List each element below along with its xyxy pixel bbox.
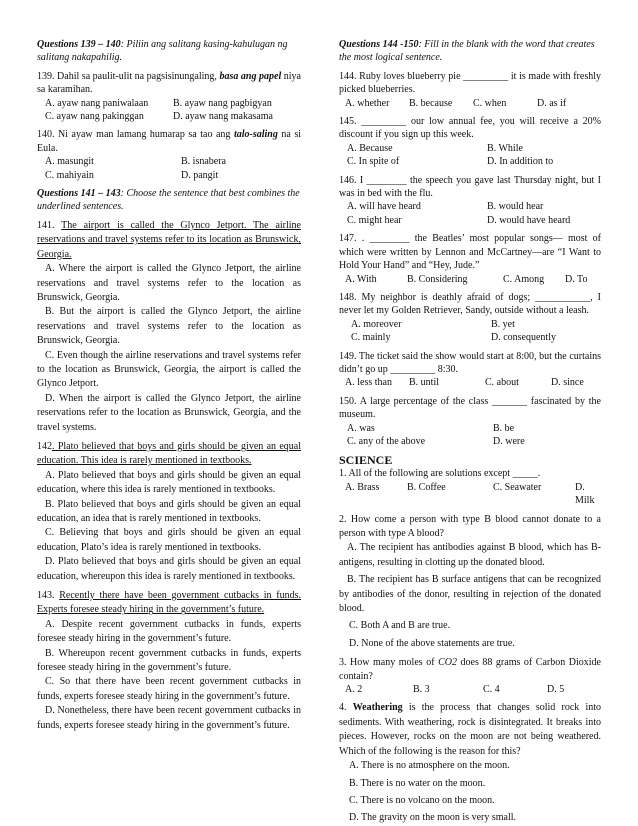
question-stem: 148. My neighbor is deathly afraid of dogs; ___________, I never let my Golden Retriever, Sandy, outside without a leash. <box>339 291 601 317</box>
option: C. So that there have been recent government cutbacks in funds, experts foresee steady hiring in the government’s future. <box>37 676 301 702</box>
option: B. ayaw nang pagbigyan <box>173 97 272 109</box>
option: C. Even though the airline reservations and travel systems refer to the location as Brunswick, Georgia, the airport is called the Glynco Jetport. <box>37 349 301 390</box>
option: A. Despite recent government cutbacks in funds, experts foresee steady hiring in the government’s future. <box>37 618 301 645</box>
option: A. There is no atmosphere on the moon. <box>349 760 510 772</box>
question-141 <box>37 219 301 435</box>
option: C. 4 <box>483 684 500 696</box>
option: C. about <box>485 377 519 389</box>
option: B. because <box>409 97 453 109</box>
option: B. would hear <box>487 201 544 213</box>
option: C. Among <box>503 273 545 285</box>
question-145 <box>339 115 601 169</box>
options <box>339 142 601 169</box>
question-144 <box>339 70 601 110</box>
option: B. isnabera <box>181 156 226 168</box>
question-140 <box>37 128 301 182</box>
option: D. consequently <box>491 332 556 344</box>
option: B. There is no water on the moon. <box>349 777 486 789</box>
options <box>37 155 301 182</box>
question-stem: 2. How come a person with type B blood cannot donate to a person with type A blood? <box>339 513 601 539</box>
formula: CO2 <box>438 657 457 669</box>
option: C. Both A and B are true. <box>349 620 451 632</box>
option: C. when <box>473 97 507 109</box>
option: C. In spite of <box>347 156 400 168</box>
options <box>339 318 601 345</box>
option: A. Brass <box>345 481 380 493</box>
option: D. since <box>551 377 584 389</box>
question-146 <box>339 174 601 228</box>
option: B. yet <box>491 318 515 330</box>
key-word: basa ang papel <box>219 70 282 82</box>
option: B. But the airport is called the Glynco Jetport, the airline reservations and travel systems refer to the location as Brunswick, Georgia. <box>37 306 301 347</box>
key-word: Weathering <box>352 702 403 714</box>
option: A. will have heard <box>347 201 421 213</box>
option: A. ayaw nang paniwalaan <box>45 97 149 109</box>
option: A. Plato believed that boys and girls should be given an equal education, where this idea is rarely mentioned in textbooks. <box>37 469 301 496</box>
options <box>37 97 301 124</box>
option: C. mahiyain <box>45 169 94 181</box>
key-word: talo-saling <box>233 129 278 141</box>
question-stem: 4. Weathering is the process that changes solid rock into sediments. With weathering, rock is disintegrated. It breaks into pieces. However, rocks on the moon are not being weathered. Which of the following is the reason for this? <box>339 702 601 757</box>
section-header-144-150 <box>339 38 601 65</box>
option: D. When the airport is called the Glynco Jetport, the airline reservations refer to the location as Brunswick, Georgia, and the travel systems. <box>37 392 301 433</box>
option: C. Seawater <box>493 481 542 493</box>
options <box>339 273 601 286</box>
question-149 <box>339 350 601 390</box>
option: B. Considering <box>407 273 468 285</box>
question-142 <box>37 440 301 584</box>
header-instruction: : Piliin ang salitang kasing-kahulugan ng salitang nakapahilig. <box>37 39 288 64</box>
science-section-title: SCIENCE <box>339 453 393 468</box>
science-question-4 <box>339 701 601 825</box>
option: C. Believing that boys and girls should be given an equal education, Plato’s idea is rarely mentioned in textbooks. <box>37 527 301 553</box>
options <box>339 481 601 508</box>
options <box>339 422 601 449</box>
option: D. The gravity on the moon is very small. <box>349 812 517 824</box>
question-stem: 144. Ruby loves blueberry pie _________ it is made with freshly picked blueberries. <box>339 70 601 96</box>
option: A. 2 <box>345 684 363 696</box>
question-150 <box>339 395 601 449</box>
option: B. be <box>493 422 515 434</box>
option: D. as if <box>537 97 567 109</box>
question-stem: 1. All of the following are solutions except _____. <box>339 468 541 480</box>
option: C. mainly <box>351 332 391 344</box>
option: C. might hear <box>347 214 402 226</box>
option: D. Plato believed that boys and girls should be given an equal education, whereupon this idea is rarely mentioned in textbooks. <box>37 556 301 582</box>
option: B. Whereupon recent government cutbacks in funds, experts foresee steady hiring in the government’s future. <box>37 647 301 674</box>
header-range: Questions 141 – 143 <box>37 188 121 200</box>
option: A. less than <box>345 377 392 389</box>
option: A. whether <box>345 97 390 109</box>
option: D. 5 <box>547 684 565 696</box>
header-instruction: : Choose the sentence that best combines the underlined sentences. <box>37 188 300 213</box>
option: B. 3 <box>413 684 430 696</box>
question-stem: 142. Plato believed that boys and girls should be given an equal education. This idea is rarely mentioned in textbooks. <box>37 440 301 467</box>
option: B. The recipient has B surface antigens that can be recognized by antibodies of the donor, resulting in rejection of the donated blood. <box>339 574 601 615</box>
science-question-2 <box>339 513 601 652</box>
option: B. Plato believed that boys and girls should be given an equal education, an idea that is rarely mentioned in textbooks. <box>37 498 301 524</box>
question-stem: 141. The airport is called the Glynco Jetport. The airline reservations and travel systems refer to its location as Brunswick, Georgia. <box>37 219 301 260</box>
options <box>339 683 601 696</box>
option: A. was <box>347 422 375 434</box>
options <box>339 376 601 389</box>
header-range: Questions 139 – 140 <box>37 39 121 50</box>
option: A. moreover <box>351 318 402 330</box>
option: B. While <box>487 142 523 154</box>
question-stem: 3. How many moles of CO2 does 88 grams of Carbon Dioxide contain? <box>339 657 601 682</box>
option: A. Where the airport is called the Glynco Jetport, the airline reservations and travel systems refer to the location as Brunswick, Georgia. <box>37 263 301 303</box>
section-header-139-140 <box>37 38 301 65</box>
option: D. Nonetheless, there have been recent government cutbacks in funds, experts foresee steady hiring in the government’s future. <box>37 705 301 731</box>
option: C. ayaw nang pakinggan <box>45 111 144 123</box>
option: D. None of the above statements are true. <box>349 637 515 649</box>
option: D. In addition to <box>487 156 554 168</box>
question-stem: 147. . ________ the Beatles’ most popular songs— most of which were written by Lennon and McCartney—are “I Want to Hold Your Hand” and “Hey, Jude.” <box>339 233 601 272</box>
left-column <box>37 38 301 738</box>
option: D. were <box>493 435 525 447</box>
right-column <box>339 38 601 826</box>
header-range: Questions 144 -150 <box>339 39 419 50</box>
question-147 <box>339 232 601 286</box>
question-148 <box>339 291 601 345</box>
option: D. Milk <box>575 481 595 507</box>
question-stem: 139. Dahil sa paulit-ulit na pagsisinungaling, basa ang papel niya sa karamihan. <box>37 70 301 96</box>
science-question-1 <box>339 467 601 507</box>
option: C. There is no volcano on the moon. <box>349 794 495 806</box>
option: A. masungit <box>45 156 94 168</box>
option: C. any of the above <box>347 435 426 447</box>
question-stem: 150. A large percentage of the class _______ fascinated by the museum. <box>339 395 601 421</box>
options <box>339 200 601 227</box>
options <box>339 97 601 110</box>
question-stem: 145. _________ our low annual fee, you will receive a 20% discount if you sign up this week. <box>339 116 601 141</box>
option: B. Coffee <box>407 481 446 493</box>
option: D. would have heard <box>487 214 571 226</box>
question-143 <box>37 589 301 733</box>
section-header-141-143 <box>37 187 301 214</box>
option: D. pangit <box>181 169 219 181</box>
question-139 <box>37 70 301 124</box>
option: D. ayaw nang makasama <box>173 111 273 123</box>
question-stem: 149. The ticket said the show would start at 8:00, but the curtains didn’t go up _________ 8:30. <box>339 350 601 375</box>
header-instruction: : Fill in the blank with the word that creates the most logical sentence. <box>339 39 595 64</box>
option: D. To <box>565 273 588 285</box>
question-stem: 140. Ni ayaw man lamang humarap sa tao ang talo-saling na si Eula. <box>37 129 301 154</box>
option: B. until <box>409 377 440 389</box>
science-question-3 <box>339 656 601 696</box>
option: A. The recipient has antibodies against B blood, which has B-antigens, resulting in clotting up the donated blood. <box>339 542 601 568</box>
option: A. With <box>345 273 377 285</box>
option: A. Because <box>347 142 393 154</box>
question-stem: 146. I ________ the speech you gave last Thursday night, but I was in bed with the flu. <box>339 174 601 200</box>
question-stem: 143. Recently there have been government cutbacks in funds. Experts foresee steady hiring in the government’s future. <box>37 590 302 616</box>
